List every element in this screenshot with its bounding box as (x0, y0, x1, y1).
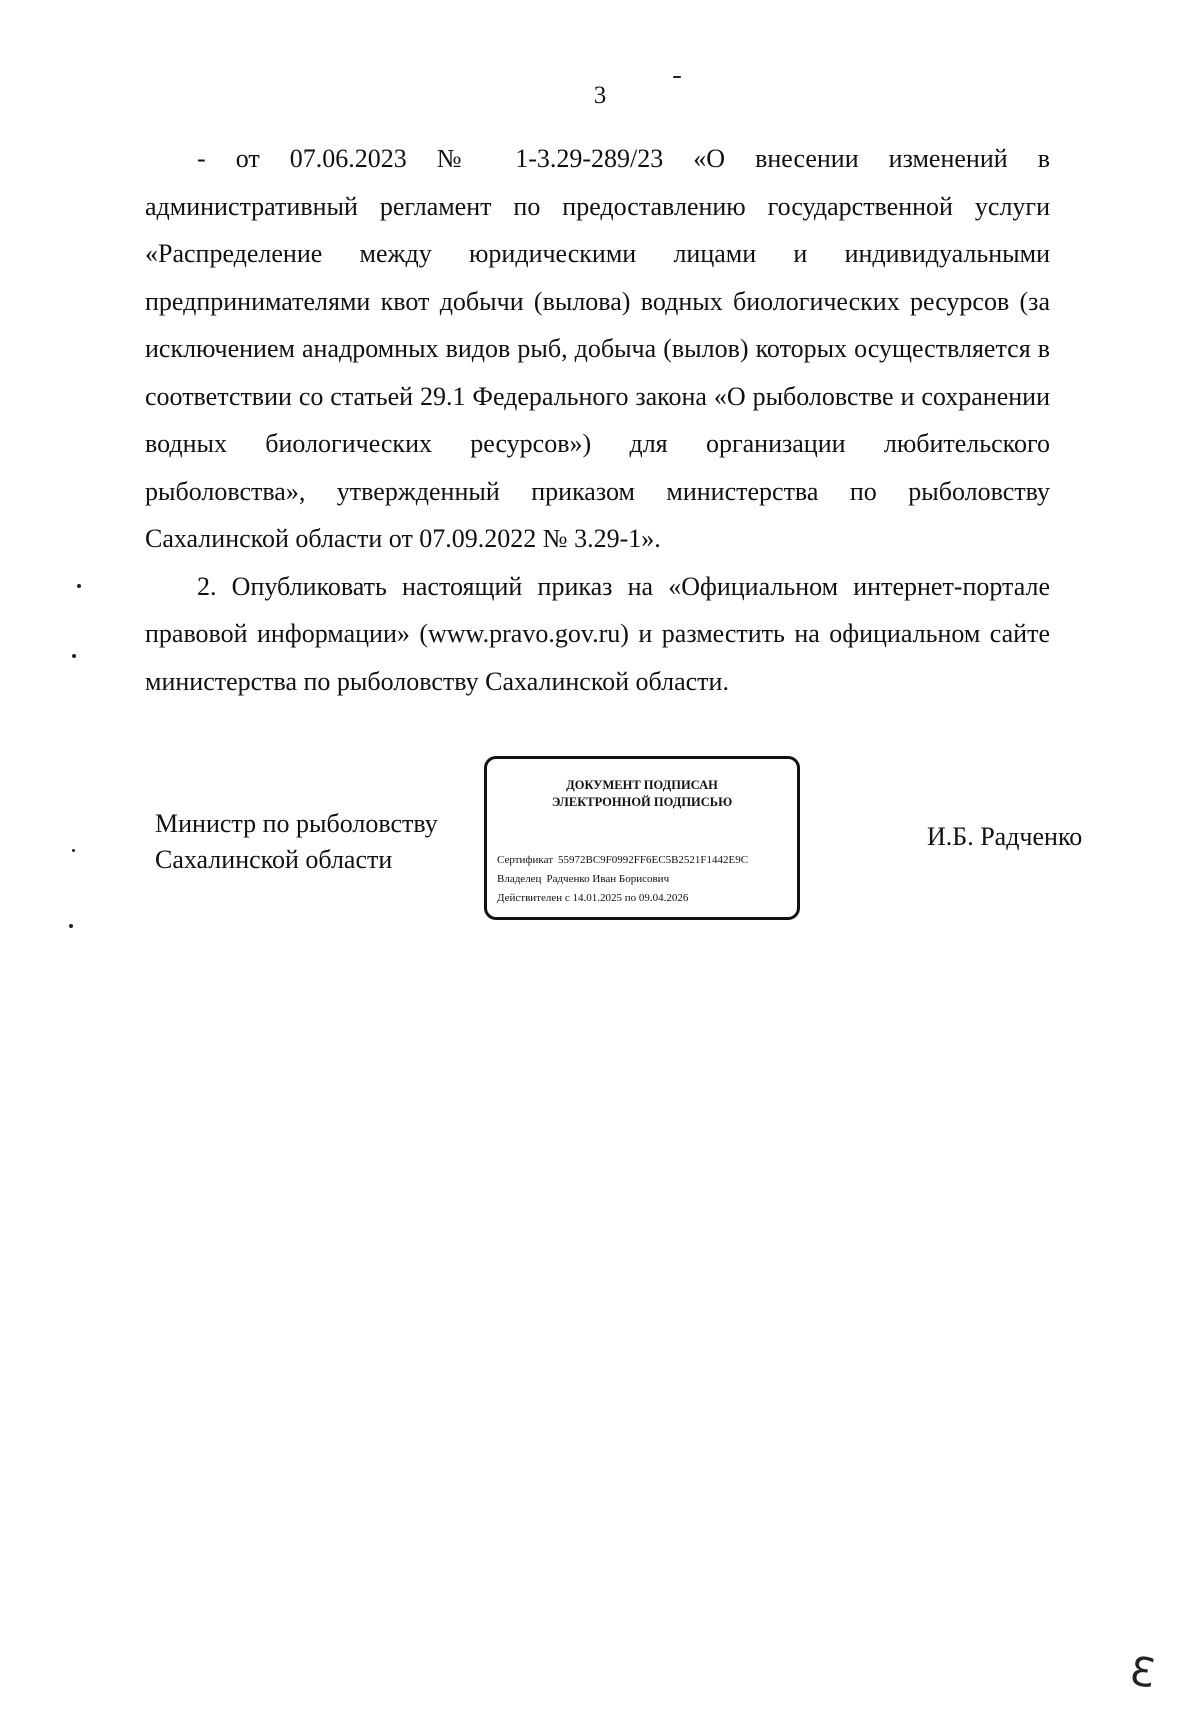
scan-speck (72, 849, 75, 852)
publication-item: 2. Опубликовать настоящий приказ на «Официальном интернет-портале правовой информации» (www.pravo.gov.ru) и разместить на официальном сайте министерства по рыболовству Сахалинской области. (145, 571, 1050, 696)
scan-speck (673, 76, 681, 78)
signatory-position (155, 806, 438, 878)
stamp-certificate-value: 55972BC9F0992FF6EC5B2521F1442E9C (558, 854, 749, 866)
handwritten-page-mark: 3 (1126, 1648, 1159, 1698)
stamp-title (487, 777, 797, 811)
signatory-position-line2: Сахалинской области (155, 845, 393, 874)
stamp-owner-row (497, 870, 753, 889)
page-number: 3 (593, 82, 607, 109)
signatory-position-line1: Министр по рыболовству (155, 809, 438, 838)
stamp-details (497, 851, 753, 908)
scan-speck (72, 654, 76, 658)
stamp-certificate-label: Сертификат (497, 854, 553, 866)
stamp-title-line1: ДОКУМЕНТ ПОДПИСАН (566, 778, 718, 792)
stamp-certificate-row (497, 851, 753, 870)
amendment-item: - от 07.06.2023 № 1-3.29-289/23 «О внесении изменений в административный регламент по предоставлению государственной услуги «Распределение между юридическими лицами и индивидуальными предпринимателями квот добычи (вылова) водных биологических ресурсов (за исключением анадромных видов рыб, добыча (вылов) которых осуществляется в соответствии со статьей 29.1 Федерального закона «О рыболовстве и сохранении водных биологических ресурсов») для организации любительского рыболовства», утвержденный приказом министерства по рыболовству Сахалинской области от 07.09.2022 № 3.29-1». (145, 144, 1050, 553)
signatory-name: И.Б. Радченко (927, 822, 1083, 851)
stamp-validity-row (497, 889, 753, 908)
stamp-title-line2: ЭЛЕКТРОННОЙ ПОДПИСЬЮ (551, 795, 733, 809)
stamp-owner-value: Радченко Иван Борисович (546, 873, 670, 885)
document-body (145, 135, 1050, 705)
scan-speck (69, 924, 73, 928)
electronic-signature-stamp (484, 756, 800, 920)
scan-speck (77, 584, 81, 588)
stamp-owner-label: Владелец (497, 873, 542, 885)
stamp-validity: Действителен с 14.01.2025 по 09.04.2026 (497, 892, 689, 904)
